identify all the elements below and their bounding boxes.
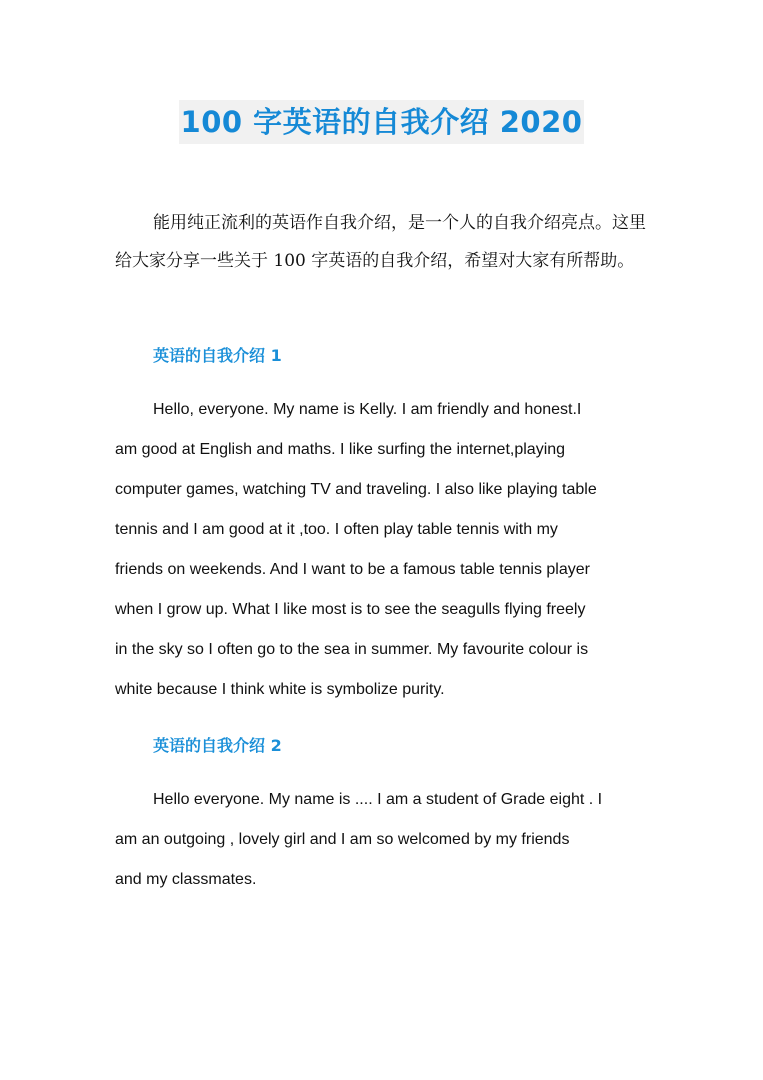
paragraph-line: in the sky so I often go to the sea in summer. My favourite colour is [115, 641, 589, 658]
intro-line: 大家有所帮助。 [515, 251, 635, 271]
document-title: 100 字英语的自我介绍 2020 [179, 100, 585, 144]
section-1-paragraph [115, 390, 655, 710]
paragraph-line: tennis and I am good at it ,too. I often play table tennis with my [115, 521, 558, 538]
paragraph-line: am good at English and maths. I like surfing the internet,playing [115, 441, 566, 458]
intro-line: 点。这里给大家分享一些关于 100 字英语的自我介绍，希望对 [115, 213, 646, 271]
paragraph-line: Hello, everyone. My name is Kelly. I am friendly and honest.I [153, 401, 582, 418]
section-2-paragraph [115, 780, 655, 900]
section-heading-1: 英语的自我介绍 1 [153, 346, 282, 365]
paragraph-line: computer games, watching TV and traveling. I also like playing table [115, 481, 597, 498]
paragraph-line: friends on weekends. And I want to be a famous table tennis player [115, 561, 590, 578]
paragraph-line: and my classmates. [115, 871, 257, 888]
paragraph-line: white because I think white is symbolize purity. [115, 681, 445, 698]
section-heading-2: 英语的自我介绍 2 [153, 736, 282, 755]
intro-line: 能用纯正流利的英语作自我介绍，是一个人的自我介绍亮 [153, 213, 578, 233]
paragraph-line: am an outgoing , lovely girl and I am so welcomed by my friends [115, 831, 570, 848]
intro-paragraph [115, 204, 650, 280]
paragraph-line: when I grow up. What I like most is to see the seagulls flying freely [115, 601, 586, 618]
title-block [0, 100, 763, 144]
paragraph-line: Hello everyone. My name is .... I am a student of Grade eight . I [153, 791, 603, 808]
